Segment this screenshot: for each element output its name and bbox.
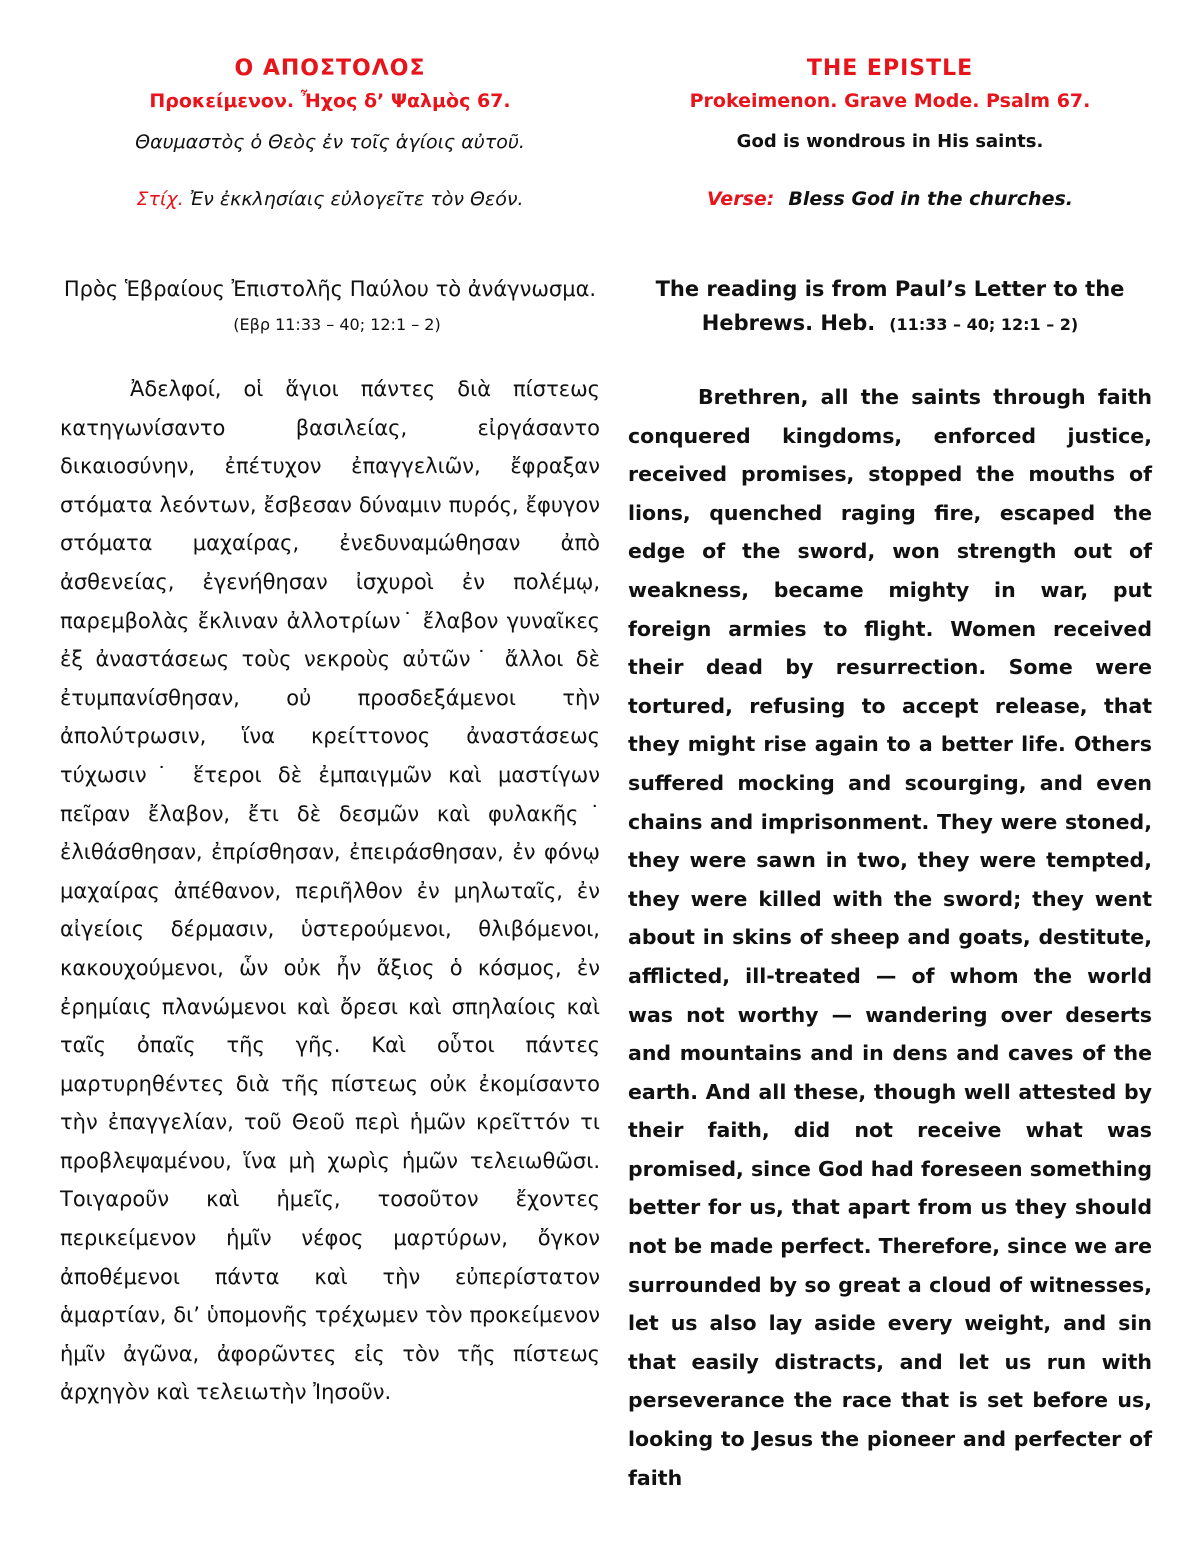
greek-verse-text: Ἐν ἐκκλησίαις εὐλογεῖτε τὸν Θεόν. (183, 188, 524, 210)
english-title: THE EPISTLE (806, 56, 974, 81)
greek-reference: (Εβρ 11:33 – 40; 12:1 – 2) (233, 315, 441, 334)
greek-verse-label: Στίχ. (136, 188, 184, 210)
english-verse-label: Verse: (706, 188, 775, 210)
greek-heading-text: Πρὸς Ἑβραίους Ἐπιστολῆς Παύλου τὸ ἀνάγνωσμα. (63, 277, 597, 301)
english-verse-text: Bless God in the churches. (788, 188, 1073, 210)
english-heading-text: The reading is from Paul’s Letter to the Hebrews. Heb. (655, 277, 1125, 335)
english-verse (628, 188, 1152, 210)
greek-title: Ο ΑΠΟΣΤΟΛΟΣ (234, 56, 426, 81)
greek-epistle-body: Ἀδελφοί, οἱ ἅγιοι πάντες διὰ πίστεως κατηγωνίσαντο βασιλείας, εἰργάσαντο δικαιοσύνην, ἐπέτυχον ἐπαγγελιῶν, ἔφραξαν στόματα λεόντων, ἔσβεσαν δύναμιν πυρός, ἔφυγον στόματα μαχαίρας, ἐνεδυναμώθησαν ἀπὸ ἀσθενείας, ἐγενήθησαν ἰσχυροὶ ἐν πολέμῳ, παρεμβολὰς ἔκλιναν ἀλλοτρίων˙ ἔλαβον γυναῖκες ἐξ ἀναστάσεως τοὺς νεκροὺς αὐτῶν˙ ἄλλοι δὲ ἐτυμπανίσθησαν, οὐ προσδεξάμενοι τὴν ἀπολύτρωσιν, ἵνα κρείττονος ἀναστάσεως τύχωσιν˙ ἕτεροι δὲ ἐμπαιγμῶν καὶ μαστίγων πεῖραν ἔλαβον, ἔτι δὲ δεσμῶν καὶ φυλακῆς˙ ἐλιθάσθησαν, ἐπρίσθησαν, ἐπειράσθησαν, ἐν φόνῳ μαχαίρας ἀπέθανον, περιῆλθον ἐν μηλωταῖς, ἐν αἰγείοις δέρμασιν, ὑστερούμενοι, θλιβόμενοι, κακουχούμενοι, ὧν οὐκ ἦν ἄξιος ὁ κόσμος, ἐν ἐρημίαις πλανώμενοι καὶ ὄρεσι καὶ σπηλαίοις καὶ ταῖς ὀπαῖς τῆς γῆς. Καὶ οὗτοι πάντες μαρτυρηθέντες διὰ τῆς πίστεως οὐκ ἐκομίσαντο τὴν ἐπαγγελίαν, τοῦ Θεοῦ περὶ ἡμῶν κρεῖττόν τι προβλεψαμένου, ἵνα μὴ χωρὶς ἡμῶν τελειωθῶσι. Τοιγαροῦν καὶ ἡμεῖς, τοσοῦτον ἔχοντες περικείμενον ἡμῖν νέφος μαρτύρων, ὄγκον ἀποθέμενοι πάντα καὶ τὴν εὐπερίστατον ἁμαρτίαν, δι’ ὑπομονῆς τρέχωμεν τὸν προκείμενον ἡμῖν ἀγῶνα, ἀφορῶντες εἰς τὸν τῆς πίστεως ἀρχηγὸν καὶ τελειωτὴν Ἰησοῦν. (60, 377, 600, 1405)
greek-prokeimenon-text: Θαυμαστὸς ὁ Θεὸς ἐν τοῖς ἁγίοις αὐτοῦ. (135, 131, 525, 153)
greek-verse (60, 188, 600, 210)
english-prokeimenon-subtitle: Prokeimenon. Grave Mode. Psalm 67. (689, 90, 1091, 112)
english-reading-heading (628, 272, 1152, 342)
greek-prokeimenon-subtitle: Προκείμενον. Ἦχος δ’ Ψαλμὸς 67. (149, 90, 511, 112)
greek-reading-heading (60, 272, 600, 342)
english-prokeimenon-text: God is wondrous in His saints. (736, 131, 1044, 152)
english-reference: (11:33 – 40; 12:1 – 2) (889, 315, 1079, 334)
english-epistle-body: Brethren, all the saints through faith conquered kingdoms, enforced justice, received promises, stopped the mouths of lions, quenched raging fire, escaped the edge of the sword, won strength out of weakness, became mighty in war, put foreign armies to flight. Women received their dead by resurrection. Some were tortured, refusing to accept release, that they might rise again to a better life. Others suffered mocking and scourging, and even chains and imprisonment. They were stoned, they were sawn in two, they were tempted, they were killed with the sword; they went about in skins of sheep and goats, destitute, afflicted, ill-treated — of whom the world was not worthy — wandering over deserts and mountains and in dens and caves of the earth. And all these, though well attested by their faith, did not receive what was promised, since God had foreseen something better for us, that apart from us they should not be made perfect. Therefore, since we are surrounded by so great a cloud of witnesses, let us also lay aside every weight, and sin that easily distracts, and let us run with perseverance the race that is set before us, looking to Jesus the pioneer and perfecter of faith (628, 385, 1152, 1490)
